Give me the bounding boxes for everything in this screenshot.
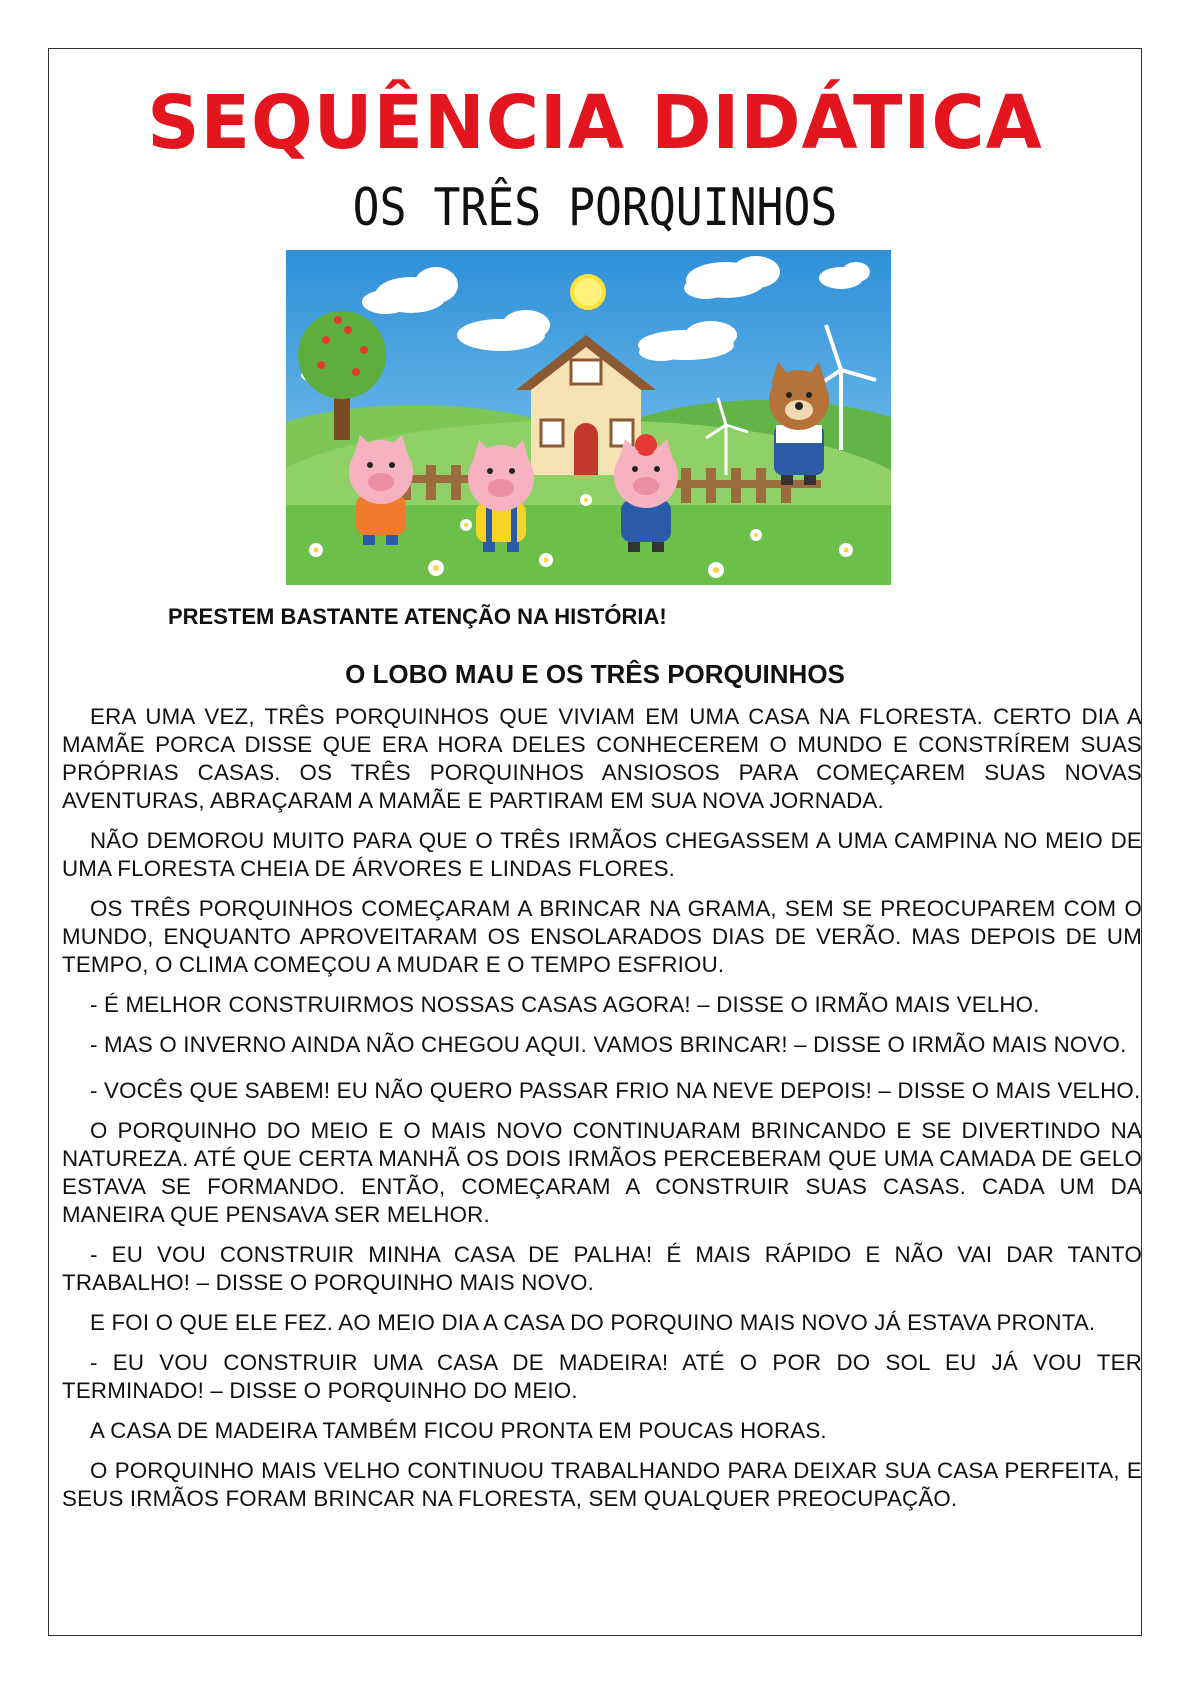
pig-icon bbox=[614, 434, 678, 552]
page-title: SEQUÊNCIA DIDÁTICA bbox=[147, 80, 1043, 166]
pig-icon bbox=[468, 440, 534, 552]
story-paragraph: A CASA DE MADEIRA TAMBÉM FICOU PRONTA EM POUCAS HORAS. bbox=[90, 1418, 827, 1443]
three-pigs-illustration bbox=[286, 250, 891, 585]
story-paragraph: ERA UMA VEZ, TRÊS PORQUINHOS QUE VIVIAM EM UMA CASA NA FLORESTA. CERTO DIA A MAMÃE PORCA DISSE QUE ERA HORA DELES CONHECEREM O MUNDO E CONSTRÍREM SUAS PRÓPRIAS CASAS. OS TRÊS PORQUINHOS ANSIOSOS PARA COMEÇAREM SUAS NOVAS AVENTURAS, ABRAÇARAM A MAMÃE E PARTIRAM EM SUA NOVA JORNADA. bbox=[62, 704, 1142, 813]
page-subtitle: OS TRÊS PORQUINHOS bbox=[352, 178, 838, 238]
story-paragraph: - VOCÊS QUE SABEM! EU NÃO QUERO PASSAR FRIO NA NEVE DEPOIS! – DISSE O MAIS VELHO. bbox=[90, 1078, 1141, 1103]
story-body bbox=[62, 703, 1142, 1525]
story-paragraph: - MAS O INVERNO AINDA NÃO CHEGOU AQUI. VAMOS BRINCAR! – DISSE O IRMÃO MAIS NOVO. bbox=[90, 1032, 1127, 1057]
story-paragraph: E FOI O QUE ELE FEZ. AO MEIO DIA A CASA DO PORQUINO MAIS NOVO JÁ ESTAVA PRONTA. bbox=[90, 1310, 1096, 1335]
story-paragraph: OS TRÊS PORQUINHOS COMEÇARAM A BRINCAR NA GRAMA, SEM SE PREOCUPAREM COM O MUNDO, ENQUANTO APROVEITARAM OS ENSOLARADOS DIAS DE VERÃO. MAS DEPOIS DE UM TEMPO, O CLIMA COMEÇOU A MUDAR E O TEMPO ESFRIOU. bbox=[62, 896, 1142, 977]
tree-icon bbox=[298, 311, 386, 399]
story-title: O LOBO MAU E OS TRÊS PORQUINHOS bbox=[345, 659, 845, 689]
story-paragraph: - EU VOU CONSTRUIR UMA CASA DE MADEIRA! ATÉ O POR DO SOL EU JÁ VOU TER TERMINADO! – DISSE O PORQUINHO DO MEIO. bbox=[62, 1350, 1142, 1403]
story-paragraph: - É MELHOR CONSTRUIRMOS NOSSAS CASAS AGORA! – DISSE O IRMÃO MAIS VELHO. bbox=[90, 992, 1040, 1017]
attention-notice: PRESTEM BASTANTE ATENÇÃO NA HISTÓRIA! bbox=[168, 604, 667, 629]
pig-icon bbox=[349, 435, 413, 545]
story-paragraph: O PORQUINHO MAIS VELHO CONTINUOU TRABALHANDO PARA DEIXAR SUA CASA PERFEITA, E SEUS IRMÃOS FORAM BRINCAR NA FLORESTA, SEM QUALQUER PREOCUPAÇÃO. bbox=[62, 1458, 1142, 1511]
story-paragraph: NÃO DEMOROU MUITO PARA QUE O TRÊS IRMÃOS CHEGASSEM A UMA CAMPINA NO MEIO DE UMA FLORESTA CHEIA DE ÁRVORES E LINDAS FLORES. bbox=[62, 828, 1142, 881]
sun-icon bbox=[572, 276, 604, 308]
story-paragraph: - EU VOU CONSTRUIR MINHA CASA DE PALHA! É MAIS RÁPIDO E NÃO VAI DAR TANTO TRABALHO! – DISSE O PORQUINHO MAIS NOVO. bbox=[62, 1242, 1142, 1295]
story-paragraph: O PORQUINHO DO MEIO E O MAIS NOVO CONTINUARAM BRINCANDO E SE DIVERTINDO NA NATUREZA. ATÉ QUE CERTA MANHÃ OS DOIS IRMÃOS PERCEBERAM QUE UMA CAMADA DE GELO ESTAVA SE FORMANDO. ENTÃO, COMEÇARAM A CONSTRUIR SUAS CASAS. CADA UM DA MANEIRA QUE PENSAVA SER MELHOR. bbox=[62, 1118, 1142, 1227]
